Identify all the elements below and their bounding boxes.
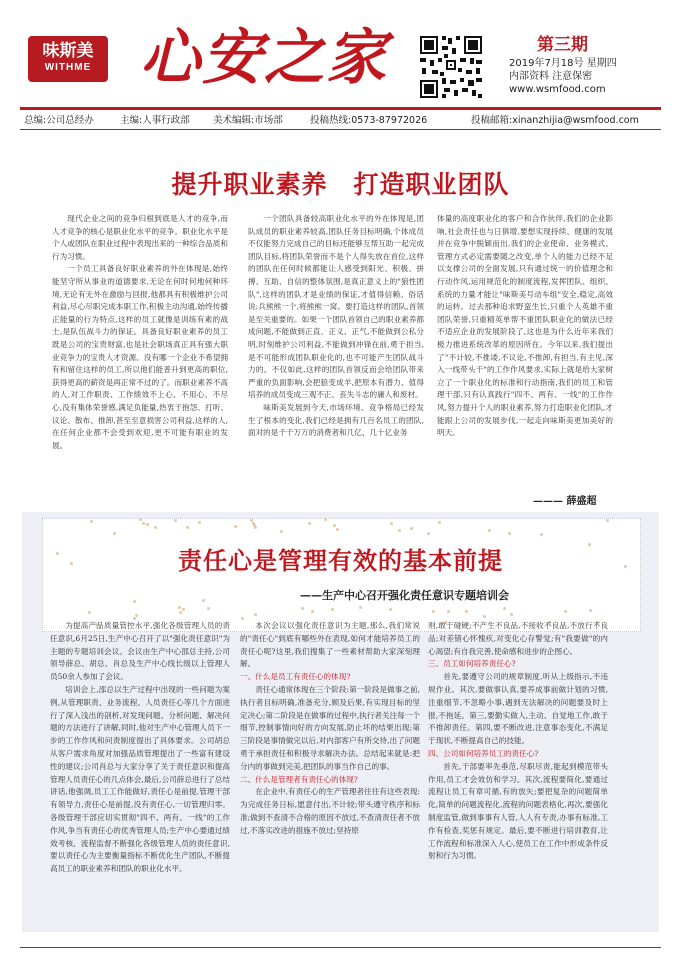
section-heading: 三、员工如何培养责任心? — [428, 659, 516, 669]
decorative-dot — [146, 523, 149, 526]
decorative-dot — [254, 613, 257, 616]
decorative-dot — [488, 529, 491, 532]
decorative-dot — [179, 611, 182, 614]
info-divider — [20, 129, 661, 130]
footer-divider — [20, 947, 661, 948]
decorative-dot — [606, 519, 609, 522]
issue-date: 2019年7月18号 星期四 — [509, 58, 617, 69]
issue-number: 第三期 — [537, 35, 588, 55]
paragraph: 在企业中,有责任心的生产管理者往往有这些表现:为完成任务日标,愿意付出,不计较;带头遵守秩序和标准;做到不查清不合格的原因不放过,不查清责任者不放过,不落实改进的措施不放过;坚持原 — [240, 787, 420, 835]
section-heading: 四、公司如何培养员工的责任心? — [428, 748, 539, 758]
decorative-dot — [139, 518, 142, 521]
paragraph: 现代企业之间的竞争归根到底是人才的竞争,而人才竞争的核心是职业化水平的竞争。职业化水平是个人或团队在职业过程中表现出来的一种综合品质和行为习惯。 — [52, 214, 228, 261]
decorative-dot — [202, 599, 205, 602]
decorative-dot — [564, 610, 567, 613]
article2-subtitle: ——生产中心召开强化责任意识专题培训会 — [300, 589, 509, 602]
article2-column-1 — [50, 620, 230, 926]
decorative-dot — [427, 532, 430, 535]
decorative-dot — [336, 528, 339, 531]
logo-chinese: 味斯美 — [42, 41, 94, 61]
decorative-dot — [186, 526, 189, 529]
article2-title: 责任心是管理有效的基本前提 — [178, 546, 503, 575]
decorative-dot — [389, 608, 392, 611]
logo-english: WITHME — [44, 62, 92, 73]
decorative-dot — [234, 525, 237, 528]
header-divider — [20, 107, 661, 110]
article1-column-1 — [52, 213, 228, 493]
decorative-dot — [398, 529, 401, 532]
website-link[interactable]: www.wsmfood.com — [509, 84, 606, 95]
decorative-dot — [178, 606, 181, 609]
section-heading: 二、什么是管理者有责任心的体现? — [240, 774, 358, 784]
decorative-dot — [331, 608, 334, 611]
decorative-dot — [510, 613, 513, 616]
article2-column-2 — [240, 620, 420, 926]
decorative-dot — [503, 607, 506, 610]
decorative-dot — [154, 526, 157, 529]
decorative-dot — [142, 522, 145, 525]
decorative-dot — [90, 520, 93, 523]
chief-editor: 总编:公司总经办 — [24, 115, 94, 126]
paragraph: 一个员工具备良好职业素养的外在体现是,始终能坚守所从事业的道德要求,无论在何时何地何种环境,无论有无外在激励与回报,他都具有积极维护公司利益,尽心尽职完成本职工作,积极主动沟通,始终传播正能量的行为特点,这样的员工就像是训练有素的战士,是队伍战斗力的保证。具备良好职业素养的员工既是公司的宝贵财富,也是社会职场真正具有强大职业竞争力的宝贵人才资源。没有哪一个企业不希望拥有和留住这样的员工,所以他们能普升到更高的职位,获得更高的薪资是再正常不过的了。而职业素养不高的人,对工作职责、工作绩效不上心、不用心、不尽心,没有集体荣誉感,满足负能量,热衷于抱怨、打听、议论、散布、推卸,甚至至意损害公司利益,这样的人,在任何企业都不会受到欢迎,更不可能有职业的发展。 — [52, 264, 228, 450]
masthead-info-bar — [20, 112, 661, 126]
paragraph: 体量的高度职业化的客户和合作伙伴,我们的企业影响,社会责任也与日俱增,要想实现持续、健康的发展并在竞争中脱颖而出,我们的企业使命、业务模式、管理方式必定需要随之改变,单个人的能力已经不足以支撑公司的全面发展,只有通过统一的价值理念和行动作风,运用规范化的制度流程,发挥团队、组织、系统的力量才能让"味斯美号动车组"安全,稳定,高效的运转。过去那种追求野蛮生长,只重个人英雄不重团队荣誉,只重精英单帮不重团队职业化的做法已经不适应企业的发展阶段了,这也是为什么近年来我们极力推进系统改革的原因所在。今年以来,我们提出了"不计较,不推诿,不议论,不推卸,有担当,有主见,深入一线带头干"的工作作风要求,实际上就是给大家树立了一个职业化的标准和行动指南,我们的员工和管理干部,只有认真践行"四不、两有、一线"的工作作风,努力提升个人的职业素养,努力打造职业化团队,才能跟上公司的发展步伐,一起走向味斯美更加美好的明天。 — [437, 214, 613, 438]
article2-column-3 — [428, 620, 608, 926]
decorative-dot — [589, 609, 592, 612]
decorative-dot — [540, 533, 543, 536]
decorative-dot — [254, 526, 257, 529]
issue-tag: 内部资料 注意保密 — [509, 71, 593, 82]
decorative-dot — [198, 521, 201, 524]
decorative-dot — [333, 524, 336, 527]
paragraph: 首先,干部要率先垂范,尽职尽责,能起到模范带头作用,员工才会效仿和学习。其次,流程要简化,要通过流程让员工有章可循,有的放矢;要把复杂的问题简单化,简单的问题流程化,流程的问题表格化,再次,要强化制度监管,做到事事有人管,人人有专责,办事有标准,工作有检查,奖惩有规定。最后,要不断进行培训教育,让工作流程和标准深入人心,使员工在工作中形成条件反射和行为习惯。 — [428, 761, 608, 861]
paragraph: 味斯美发展到今天,市场环境、竞争格局已经发生了根本的变化,我们已经是拥有几百名员工的团队,面对的是千千万万的消费者和几亿、几十亿业务 — [248, 402, 424, 438]
decorative-dot — [465, 610, 468, 613]
editor: 主编:人事行政部 — [120, 115, 190, 126]
paragraph: 一个团队具备较高职业化水平的外在体现是,团队成员的职业素养较高,团队任务目标明确,个体成员不仅能努力完成自己的目标还能够互帮互助一起完成团队目标,将团队荣誉而不是个人得失放在首位,这样的团队在任何时候都能让人感受到阳光、积极、拼搏、互助、自信的整体氛围,是真正意义上的"狼性团队",这样的团队才是业绩的保证,才值得信赖。俗话说:兵熊熊一个,将熊熊一窝。要打造这样的团队,首领是至关重要的。如果一个团队首领自己的职业素养都成问题,不能做到正直、正义、正气,不能做到公私分明,时刻维护公司利益,不能做到冲锋在前,勇于担当,是不可能形成团队职业化的,也不可能产生团队战斗力的。不仅如此,这样的团队首领反而会给团队带来严重的负面影响,会把狼变成羊,把原本有潜力、值得培养的成员变成三观不正、丧失斗志的庸人和废材。 — [248, 214, 424, 400]
decorative-dot — [447, 610, 450, 613]
section-heading: 一、什么是员工有责任心的体现? — [240, 672, 351, 682]
article1-title: 提升职业素养 打造职业团队 — [171, 170, 510, 199]
decorative-dot — [410, 527, 413, 530]
hotline: 投稿热线:0573-87972026 — [310, 115, 428, 126]
decorative-dot — [174, 519, 177, 522]
paragraph: 培训会上,邵总以生产过程中出现的一些问题为案例,从管理职责、业务流程、人员责任心等几个方面进行了深入浅出的剖析,对发现问题、分析问题、解决问题的方法进行了讲解,同时,他对生产中心管理人员下一步的工作作风和问责制度提出了具体要求。公司胡总从客户需求角度对加强品质管理提出了一些富有建设性的建议;公司肖总与大家分享了关于责任意识和提高管理人员责任心的几点体会,最后,公司薛总进行了总结讲话,他强调,员工工作能做好,责任心是前提,管理干部有领导力,责任心是前提,没有责任心,一切管理归零。各级管理干部应切实贯彻"四不、两有、一线"的工作作风,争当有责任心的优秀管理人员;生产中心要通过绩效考核、流程监督不断强化各级管理人员的责任意识,要以责任心为主要衡量指标不断优化生产团队,不断提高员工的职业素养和团队的职业化水平。 — [50, 684, 230, 874]
article1-column-2 — [248, 213, 424, 493]
decorative-dot — [311, 610, 314, 613]
decorative-dot — [88, 611, 91, 614]
paragraph: 本次会议以强化责任意识为主题,那么,我们常说的"责任心"到底有哪些外在表现,如何才能培养员工的责任心呢?这里,我们搜集了一些素材帮助大家深刻理解。 — [240, 621, 420, 669]
paragraph: 为提高产品质量管控水平,强化各级管理人员的责任意识,6月25日,生产中心召开了以"强化责任意识"为主题的专题培训会议。会议由生产中心邵总主持,公司领导薛总、胡总、肖总及生产中心线长级以上管理人员50余人参加了会议。 — [50, 621, 230, 682]
paragraph: 责任心通常体现在三个阶段:第一阶段是做事之前,执行者目标明确,准备充分,顾及后果,有实现目标的坚定决心;第二阶段是在做事的过程中,执行者关注每一个细节,控制事情向好的方向发展,防止坏的结果出现;第三阶段是事情做完以后,对内部客户有所交待,出了问题勇于承担责任和积极寻求解决办法。总结起来就是:把分内的事做到完美,把团队的事当作自己的事。 — [240, 684, 420, 771]
masthead-title: 心安之家 — [140, 23, 388, 93]
decorative-dot — [359, 606, 362, 609]
decorative-dot — [390, 522, 393, 525]
decorative-dot — [301, 607, 304, 610]
decorative-dot — [483, 615, 486, 618]
author-signature: ——— 薛盛超 — [533, 496, 597, 507]
decorative-dot — [432, 610, 435, 613]
paragraph: 则,敢于碰硬;不产生不良品,不接收不良品,不放行不良品;对差错心怀愧疚,对变化心存警觉;有"我要做"的内心渴望;有自我完善,使命感和进步的企图心。 — [428, 621, 608, 656]
decorative-dot — [113, 532, 116, 535]
decorative-dot — [135, 614, 138, 617]
paragraph: 首先,要遵守公司的规章制度,听从上级指示,不违规作业。其次,要做事认真,要养成事前做计划的习惯,注重细节,不忽略小事,遇到无法解决的问题要及时上报,不拖延。第三,要勤实做人,主动、自觉地工作,敢于不推卸责任。第四,要不断改进,注意事态变化,不满足于现状,不断提高自己的技能。 — [428, 672, 608, 746]
decorative-dot — [280, 530, 283, 533]
decorative-dot — [133, 600, 136, 603]
issue-info — [509, 57, 617, 96]
article1-column-3 — [437, 213, 613, 483]
decorative-dot — [324, 518, 327, 521]
decorative-dot — [508, 532, 511, 535]
decorative-dot — [308, 522, 311, 525]
qr-code-icon — [418, 34, 484, 100]
decorative-dot — [182, 608, 185, 611]
decorative-dot — [207, 607, 210, 610]
decorative-dot — [438, 521, 441, 524]
art-editor: 美术编辑:市场部 — [213, 115, 283, 126]
company-logo — [28, 36, 108, 82]
submission-email[interactable]: 投稿邮箱:xinanzhijia@wsmfood.com — [471, 115, 639, 126]
